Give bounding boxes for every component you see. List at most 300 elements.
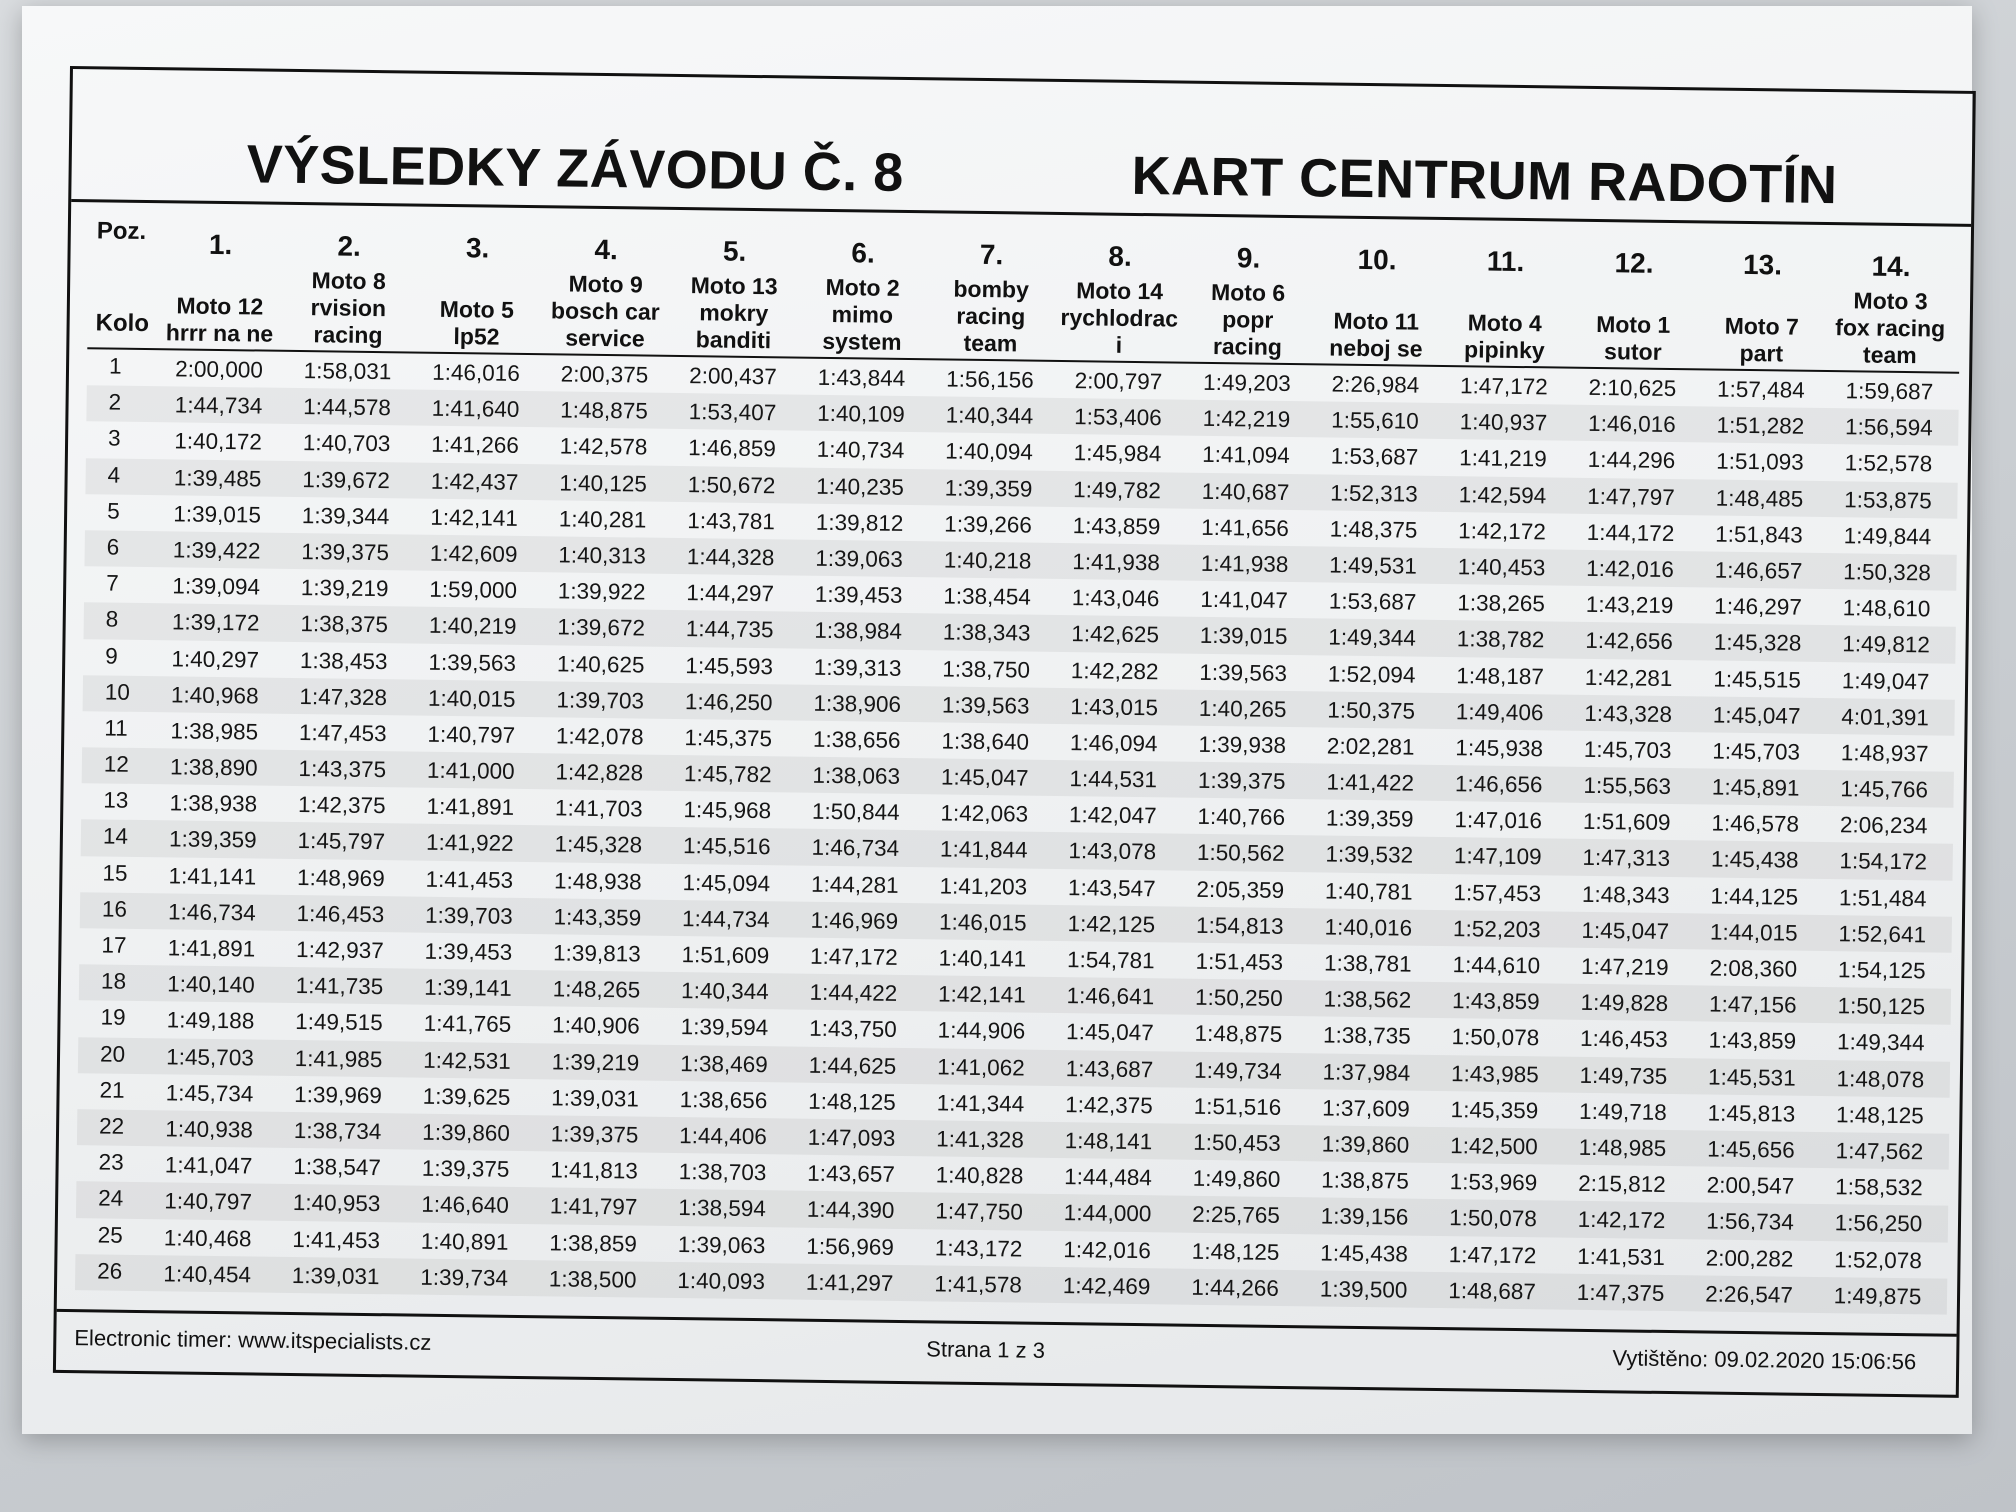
lap-number: 3 — [107, 425, 121, 452]
lap-time: 1:58,031 — [303, 358, 392, 385]
lap-time: 1:52,641 — [1838, 921, 1927, 948]
lap-time: 1:39,860 — [422, 1119, 511, 1146]
lap-number: 13 — [103, 787, 129, 814]
lap-time: 1:38,938 — [169, 790, 258, 817]
column-header — [1569, 229, 1699, 369]
lap-time: 1:40,016 — [1324, 914, 1413, 941]
paper-sheet — [22, 6, 1972, 1434]
lap-time: 1:43,859 — [1708, 1027, 1797, 1055]
lap-time: 1:41,203 — [939, 873, 1028, 900]
lap-time: 1:40,891 — [420, 1228, 509, 1255]
lap-time: 1:38,875 — [1321, 1167, 1409, 1194]
lap-number: 17 — [101, 932, 127, 958]
lap-time: 1:40,297 — [171, 645, 260, 673]
lap-time: 1:46,297 — [1714, 593, 1803, 620]
lap-time: 1:46,016 — [432, 359, 520, 386]
lap-time: 1:37,984 — [1322, 1059, 1411, 1086]
lap-time: 1:39,344 — [301, 502, 390, 529]
lap-time: 1:44,297 — [686, 580, 775, 607]
lap-time: 1:44,422 — [809, 979, 898, 1007]
lap-time: 1:58,532 — [1835, 1174, 1923, 1201]
lap-time: 1:57,453 — [1453, 879, 1542, 906]
lap-time: 1:39,813 — [552, 940, 641, 967]
lap-time: 1:45,047 — [940, 764, 1029, 791]
lap-time: 1:39,563 — [428, 649, 517, 676]
lap-time: 1:39,375 — [1197, 767, 1286, 795]
lap-time: 1:45,593 — [685, 652, 774, 679]
lap-time: 1:47,562 — [1835, 1138, 1924, 1165]
lap-time: 1:42,282 — [1070, 657, 1159, 684]
column-rank: 12. — [1614, 247, 1654, 279]
lap-number: 18 — [100, 968, 127, 994]
lap-time: 2:00,797 — [1074, 368, 1163, 395]
lap-time: 1:42,125 — [1067, 910, 1156, 938]
lap-time: 1:49,188 — [166, 1007, 255, 1034]
lap-time: 1:39,422 — [172, 537, 261, 564]
lap-time: 1:40,625 — [556, 650, 645, 678]
lap-time: 1:39,594 — [680, 1014, 769, 1041]
lap-time: 1:39,485 — [173, 464, 262, 492]
lap-number: 25 — [97, 1221, 123, 1248]
column-rank: 11. — [1486, 245, 1525, 278]
lap-time: 1:38,640 — [941, 728, 1030, 755]
lap-time: 1:45,531 — [1707, 1064, 1796, 1091]
lap-time: 1:41,765 — [423, 1011, 512, 1038]
lap-time: 1:43,375 — [298, 756, 387, 783]
lap-time: 1:43,985 — [1450, 1060, 1539, 1087]
lap-time: 1:49,344 — [1328, 624, 1417, 651]
lap-time: 1:38,343 — [942, 619, 1031, 646]
venue-title: KART CENTRUM RADOTÍN — [1131, 145, 1838, 216]
lap-time: 1:47,797 — [1587, 483, 1675, 510]
lap-time: 1:41,735 — [295, 973, 384, 1000]
column-team-name: Moto 13 mokry banditi — [690, 272, 778, 354]
lap-time: 1:42,219 — [1202, 406, 1291, 433]
lap-time: 1:48,937 — [1840, 740, 1929, 767]
lap-time: 1:51,282 — [1716, 412, 1805, 439]
lap-time: 1:45,094 — [682, 869, 771, 896]
lap-time: 1:39,703 — [424, 902, 513, 929]
lap-time: 1:43,328 — [1584, 700, 1673, 727]
lap-time: 1:45,968 — [683, 797, 772, 824]
lap-time: 1:41,047 — [1200, 586, 1289, 614]
lap-time: 1:42,437 — [430, 468, 519, 495]
lap-time: 1:41,062 — [937, 1054, 1025, 1081]
column-rank: 8. — [1108, 240, 1132, 272]
lap-time: 1:39,031 — [291, 1262, 380, 1289]
lap-time: 1:51,093 — [1716, 448, 1804, 476]
lap-time: 1:39,375 — [301, 539, 390, 566]
lap-time: 2:00,000 — [175, 356, 263, 383]
column-team-name: Moto 2 mimo system — [822, 273, 902, 355]
lap-number: 15 — [102, 860, 128, 886]
lap-time: 1:45,047 — [1065, 1019, 1154, 1046]
lap-time: 1:40,797 — [164, 1188, 253, 1215]
column-header — [1440, 227, 1570, 367]
column-header — [155, 210, 285, 350]
column-header — [1697, 230, 1827, 370]
lap-time: 1:38,265 — [1457, 590, 1546, 617]
lap-time: 1:37,609 — [1322, 1095, 1410, 1122]
lap-number: 26 — [97, 1258, 123, 1284]
column-rank: 14. — [1871, 250, 1911, 283]
lap-time: 1:41,813 — [550, 1157, 639, 1184]
column-rank: 4. — [594, 233, 619, 266]
lap-time: 1:42,375 — [1065, 1091, 1153, 1119]
lap-time: 1:48,969 — [296, 864, 385, 891]
lap-time: 1:48,485 — [1715, 485, 1804, 512]
lap-number: 10 — [104, 679, 131, 705]
lap-time: 1:47,328 — [299, 683, 388, 710]
lap-time: 2:00,282 — [1705, 1245, 1794, 1272]
lap-time: 1:49,718 — [1578, 1098, 1667, 1125]
lap-time: 1:38,562 — [1323, 986, 1412, 1013]
lap-time: 1:40,766 — [1197, 804, 1286, 831]
lap-number: 11 — [104, 715, 128, 741]
lap-time: 2:00,375 — [560, 361, 649, 388]
lap-time: 1:56,734 — [1706, 1208, 1794, 1235]
lap-time: 1:44,406 — [679, 1123, 768, 1150]
lap-time: 1:39,938 — [1198, 731, 1287, 758]
lap-time: 1:48,125 — [1835, 1101, 1924, 1129]
column-rank: 1. — [208, 228, 233, 261]
lap-time: 1:45,703 — [166, 1043, 254, 1071]
lap-time: 1:49,406 — [1455, 698, 1544, 726]
lap-time: 1:41,938 — [1072, 549, 1161, 576]
lap-time: 1:45,516 — [682, 833, 771, 860]
lap-number: 19 — [100, 1004, 126, 1031]
lap-time: 1:38,890 — [169, 754, 258, 781]
lap-time: 1:50,453 — [1193, 1129, 1281, 1156]
lap-time: 1:41,297 — [805, 1269, 894, 1296]
lap-time: 1:46,015 — [938, 909, 1027, 936]
lap-time: 1:45,438 — [1320, 1239, 1409, 1267]
lap-time: 1:38,500 — [548, 1266, 637, 1293]
lap-time: 1:40,906 — [552, 1012, 640, 1039]
lap-time: 1:53,875 — [1844, 486, 1932, 513]
lap-time: 1:41,266 — [431, 432, 520, 459]
lap-time: 1:38,454 — [943, 583, 1032, 610]
lap-time: 1:38,469 — [680, 1050, 768, 1077]
lap-time: 1:39,672 — [557, 614, 646, 641]
lap-time: 1:39,703 — [556, 687, 645, 714]
lap-time: 1:45,938 — [1455, 735, 1544, 762]
title-bar — [71, 69, 1973, 227]
lap-time: 1:44,172 — [1586, 519, 1675, 546]
lap-time: 1:41,219 — [1459, 445, 1547, 472]
lap-time: 2:02,281 — [1326, 733, 1415, 760]
lap-time: 1:50,844 — [811, 799, 900, 826]
lap-time: 1:46,734 — [167, 899, 256, 926]
lap-time: 1:40,828 — [935, 1162, 1024, 1189]
lap-time: 1:52,094 — [1327, 661, 1416, 688]
lap-time: 1:46,656 — [1454, 771, 1543, 798]
lap-time: 1:39,359 — [168, 826, 257, 853]
lap-time: 1:42,141 — [937, 981, 1026, 1008]
column-rank: 5. — [722, 235, 747, 267]
lap-time: 1:39,672 — [302, 466, 391, 493]
lap-time: 1:46,859 — [688, 435, 777, 462]
lap-time: 1:40,344 — [680, 978, 769, 1005]
lap-time: 1:50,672 — [687, 471, 776, 498]
lap-time: 1:47,453 — [298, 719, 387, 747]
lap-time: 1:40,703 — [302, 430, 391, 457]
lap-time: 1:39,922 — [557, 578, 646, 605]
lap-time: 2:25,765 — [1192, 1202, 1281, 1229]
lap-time: 1:40,109 — [817, 400, 905, 428]
lap-time: 1:51,516 — [1193, 1093, 1282, 1120]
results-sheet — [53, 66, 1976, 1398]
lap-time: 1:43,859 — [1451, 988, 1540, 1015]
lap-time: 1:40,687 — [1201, 478, 1290, 505]
lap-time: 1:42,937 — [295, 937, 384, 964]
lap-time: 1:39,359 — [1325, 805, 1414, 832]
lap-time: 1:54,781 — [1066, 947, 1155, 974]
lap-time: 1:41,141 — [168, 862, 257, 890]
lap-time: 1:39,532 — [1325, 841, 1414, 869]
lap-time: 1:40,140 — [167, 971, 255, 998]
lap-time: 1:45,703 — [1712, 738, 1801, 765]
lap-time: 1:48,875 — [1194, 1021, 1283, 1048]
lap-time: 1:50,250 — [1194, 984, 1283, 1012]
lap-time: 1:39,625 — [422, 1083, 511, 1110]
lap-time: 1:40,281 — [558, 506, 647, 533]
lap-time: 1:50,078 — [1451, 1024, 1540, 1051]
lap-time: 1:50,375 — [1327, 697, 1416, 724]
lap-time: 1:40,344 — [945, 402, 1034, 429]
lap-time: 1:53,687 — [1330, 443, 1419, 471]
lap-time: 1:45,656 — [1707, 1136, 1795, 1163]
column-rank: 6. — [851, 237, 875, 269]
lap-time: 1:39,860 — [1321, 1131, 1410, 1158]
lap-time: 1:41,344 — [936, 1090, 1025, 1117]
column-header — [669, 217, 799, 357]
lap-time: 1:41,844 — [939, 836, 1028, 864]
lap-time: 1:49,735 — [1579, 1062, 1668, 1089]
lap-time: 1:42,047 — [1068, 802, 1157, 829]
lap-number: 2 — [108, 389, 122, 415]
lap-time: 1:40,781 — [1324, 878, 1413, 905]
lap-time: 1:47,750 — [935, 1198, 1024, 1225]
lap-time: 1:39,375 — [421, 1155, 510, 1182]
lap-time: 1:42,578 — [559, 433, 648, 460]
lap-time: 1:44,000 — [1063, 1200, 1152, 1227]
column-team-name: Moto 9 bosch car service — [550, 270, 660, 352]
column-header — [412, 214, 542, 354]
lap-time: 1:45,734 — [165, 1080, 254, 1107]
lap-number: 14 — [102, 823, 129, 850]
lap-time: 1:41,422 — [1326, 769, 1415, 796]
lap-time: 1:43,859 — [1072, 512, 1161, 540]
lap-time: 1:45,438 — [1710, 846, 1799, 874]
lap-time: 1:38,375 — [300, 611, 389, 638]
lap-time: 1:59,687 — [1845, 378, 1934, 405]
lap-time: 1:51,609 — [1582, 809, 1671, 836]
lap-time: 1:52,078 — [1834, 1246, 1922, 1273]
lap-time: 1:44,266 — [1191, 1274, 1280, 1301]
lap-time: 1:52,313 — [1330, 480, 1418, 507]
lap-time: 2:00,547 — [1706, 1172, 1795, 1199]
lap-time: 1:38,985 — [170, 718, 259, 745]
lap-time: 1:49,047 — [1841, 667, 1930, 694]
lap-time: 1:54,813 — [1195, 912, 1284, 939]
lap-time: 1:46,969 — [810, 907, 899, 934]
lap-time: 1:47,156 — [1708, 991, 1797, 1018]
column-header — [1826, 232, 1956, 372]
column-header — [1183, 224, 1313, 364]
position-label: Poz. — [96, 217, 147, 246]
column-rank: 13. — [1742, 248, 1783, 281]
lap-time: 1:39,266 — [944, 511, 1033, 538]
lap-time: 1:41,938 — [1200, 550, 1289, 577]
lap-time: 1:46,640 — [421, 1192, 510, 1219]
lap-time: 1:39,156 — [1320, 1203, 1409, 1230]
lap-time: 1:40,454 — [163, 1261, 252, 1288]
lap-time: 1:51,843 — [1715, 521, 1803, 548]
lap-time: 1:42,828 — [555, 759, 644, 786]
lap-time: 1:45,984 — [1073, 440, 1162, 467]
lap-time: 1:48,078 — [1836, 1065, 1925, 1092]
lap-time: 1:42,016 — [1586, 555, 1675, 582]
lap-time: 1:40,125 — [559, 470, 648, 497]
lap-time: 1:46,250 — [684, 688, 773, 715]
lap-time: 1:48,187 — [1456, 662, 1545, 689]
lap-time: 1:47,219 — [1580, 953, 1669, 981]
lap-time: 1:41,891 — [167, 935, 256, 962]
lap-time: 1:40,093 — [677, 1267, 766, 1294]
lap-time: 1:45,047 — [1712, 702, 1801, 729]
lap-time: 1:40,218 — [943, 547, 1032, 574]
lap-time: 1:49,515 — [295, 1009, 383, 1036]
lap-time: 1:56,594 — [1844, 414, 1933, 441]
lap-time: 1:50,328 — [1843, 559, 1931, 586]
lap-time: 1:39,063 — [815, 545, 904, 572]
lap-time: 1:45,328 — [554, 831, 643, 858]
lap-time: 1:46,734 — [811, 835, 900, 862]
lap-time: 1:38,594 — [678, 1195, 767, 1222]
lap-label: Kolo — [95, 309, 150, 338]
lap-time: 1:39,219 — [300, 575, 389, 602]
lap-time: 1:44,531 — [1069, 766, 1158, 793]
lap-time: 1:41,797 — [549, 1193, 638, 1220]
lap-time: 1:48,375 — [1329, 516, 1418, 543]
lap-time: 1:55,610 — [1331, 407, 1419, 434]
lap-number: 24 — [98, 1185, 124, 1212]
lap-time: 1:41,578 — [934, 1271, 1023, 1298]
lap-time: 1:54,172 — [1839, 848, 1928, 875]
lap-time: 1:50,078 — [1449, 1205, 1537, 1232]
lap-time: 1:39,313 — [813, 654, 902, 681]
lap-time: 1:48,687 — [1448, 1277, 1537, 1304]
column-team-name: Moto 3 fox racing team — [1835, 287, 1946, 369]
lap-time: 1:46,453 — [296, 900, 385, 927]
lap-time: 1:38,703 — [678, 1159, 767, 1186]
lap-time: 1:38,782 — [1456, 626, 1545, 653]
lap-time: 1:49,812 — [1842, 631, 1931, 658]
lap-time: 1:42,375 — [297, 792, 386, 819]
column-team-name: bomby racing team — [953, 275, 1030, 357]
lap-time: 1:43,172 — [934, 1234, 1023, 1262]
lap-time: 1:42,078 — [555, 723, 644, 750]
lap-time: 1:49,828 — [1580, 990, 1669, 1017]
lap-time: 1:41,453 — [292, 1226, 381, 1253]
lap-time: 1:39,172 — [171, 609, 260, 636]
lap-time: 1:47,172 — [1459, 373, 1548, 400]
lap-time: 1:56,969 — [806, 1233, 895, 1260]
lap-time: 1:49,203 — [1202, 369, 1291, 397]
lap-time: 1:39,015 — [1199, 623, 1288, 650]
lap-time: 1:43,547 — [1067, 874, 1156, 901]
lap-time: 1:44,281 — [810, 871, 899, 898]
lap-time: 1:52,203 — [1452, 915, 1541, 943]
lap-time: 1:48,610 — [1842, 595, 1931, 622]
lap-time: 1:48,141 — [1064, 1128, 1153, 1155]
lap-time: 1:38,656 — [812, 726, 901, 753]
lap-time: 1:40,219 — [428, 613, 517, 640]
lap-time: 1:51,609 — [681, 942, 770, 969]
lap-time: 1:41,656 — [1201, 514, 1290, 541]
lap-time: 1:46,657 — [1714, 557, 1803, 584]
lap-time: 1:39,063 — [677, 1231, 766, 1258]
lap-time: 1:51,484 — [1838, 884, 1927, 911]
column-rank: 7. — [979, 238, 1004, 271]
lap-time: 4:01,391 — [1841, 703, 1930, 731]
lap-time: 1:45,766 — [1840, 776, 1929, 803]
lap-time: 1:49,782 — [1073, 476, 1161, 503]
lap-time: 1:39,969 — [294, 1081, 383, 1108]
lap-time: 2:15,812 — [1578, 1170, 1666, 1198]
lap-time: 1:38,906 — [813, 690, 902, 717]
lap-time: 1:42,594 — [1458, 481, 1547, 508]
lap-time: 1:40,937 — [1459, 409, 1548, 436]
lap-time: 1:52,578 — [1844, 450, 1933, 477]
lap-number: 20 — [99, 1041, 126, 1067]
lap-number: 5 — [107, 498, 120, 524]
lap-time: 1:38,859 — [549, 1229, 638, 1257]
lap-time: 1:39,453 — [424, 938, 513, 965]
lap-time: 1:53,407 — [688, 399, 777, 426]
lap-time: 1:45,782 — [683, 761, 772, 788]
lap-time: 1:48,343 — [1581, 881, 1670, 908]
lap-time: 1:41,047 — [164, 1152, 253, 1179]
lap-time: 1:44,734 — [681, 905, 770, 933]
lap-time: 1:42,141 — [430, 504, 519, 531]
lap-time: 1:43,657 — [807, 1160, 896, 1188]
lap-time: 1:44,625 — [808, 1052, 897, 1079]
lap-time: 1:45,047 — [1581, 917, 1670, 944]
column-team-name: Moto 1 sutor — [1596, 311, 1671, 365]
lap-time: 1:46,453 — [1579, 1026, 1668, 1053]
lap-time: 1:44,610 — [1452, 952, 1541, 979]
lap-number: 4 — [107, 462, 121, 488]
lap-time: 1:41,985 — [294, 1045, 383, 1072]
column-team-name: Moto 4 pipinky — [1463, 309, 1545, 364]
lap-time: 1:44,015 — [1709, 919, 1798, 946]
lap-time: 1:40,968 — [170, 682, 259, 709]
lap-time: 1:43,844 — [817, 364, 906, 391]
lap-number: 12 — [103, 751, 130, 777]
lap-time: 1:43,078 — [1068, 838, 1157, 865]
lap-time: 1:42,016 — [1063, 1236, 1152, 1263]
lap-time: 1:38,734 — [293, 1117, 382, 1145]
lap-time: 1:49,875 — [1833, 1282, 1922, 1310]
lap-time: 1:41,891 — [426, 793, 515, 821]
lap-time: 1:49,531 — [1329, 552, 1418, 579]
lap-time: 1:40,015 — [427, 685, 516, 712]
lap-time: 1:40,265 — [1198, 695, 1287, 722]
lap-time: 1:44,390 — [806, 1197, 895, 1224]
lap-time: 1:39,359 — [944, 475, 1033, 502]
